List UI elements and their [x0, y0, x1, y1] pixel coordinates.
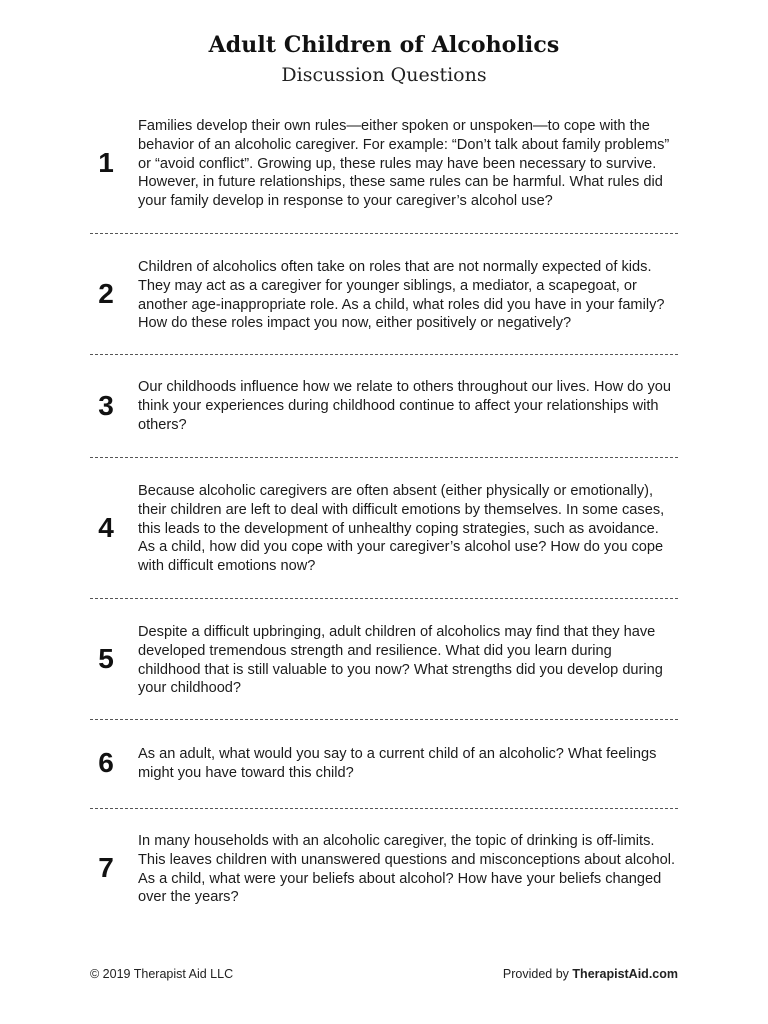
question-number: 2: [98, 278, 114, 309]
question-number: 1: [98, 147, 114, 178]
question-number: 4: [98, 512, 114, 543]
question-number: 3: [98, 390, 114, 421]
divider: [90, 354, 678, 355]
provided-by-label: Provided by: [502, 967, 569, 981]
divider: [90, 808, 678, 809]
divider: [90, 457, 678, 458]
divider: [90, 719, 678, 720]
copyright-notice: © 2019 Therapist Aid LLC: [90, 967, 234, 981]
question-number: 7: [98, 852, 114, 883]
question-text: Our childhoods influence how we relate to others throughout our lives. How do you think your experiences during childhood continue to affect your relationships with others?: [138, 379, 671, 433]
provided-by: [503, 967, 678, 981]
question-text: Families develop their own rules—either spoken or unspoken—to cope with the behavior of an alcoholic caregiver. For example: “Don’t talk about family problems” or “avoid conflict”. Growing up, these rules may have been necessary to survive. However, in future relationships, these same rules can be harmful. What rules did your family develop in response to your caregiver’s alcohol use?: [138, 118, 670, 210]
page-subtitle: Discussion Questions: [281, 64, 487, 86]
brand-link[interactable]: TherapistAid.com: [572, 967, 678, 981]
question-text: In many households with an alcoholic caregiver, the topic of drinking is off-limits. This leaves children with unanswered questions and misconceptions about alcohol. As a child, what were your beliefs about alcohol? How have your beliefs changed over the years?: [138, 833, 676, 906]
question-number: 6: [98, 747, 114, 778]
divider: [90, 598, 678, 599]
question-text: Because alcoholic caregivers are often absent (either physically or emotionally), their children are left to deal with difficult emotions by themselves. In some cases, this leads to the development of unhealthy coping strategies, such as avoidance. As a child, how did you cope with your caregiver’s alcohol use? How do you cope with difficult emotions now?: [138, 483, 665, 575]
question-text: As an adult, what would you say to a current child of an alcoholic? What feelings might you have toward this child?: [138, 746, 657, 781]
question-text: Children of alcoholics often take on roles that are not normally expected of kids. They may act as a caregiver for younger siblings, a mediator, a scapegoat, or another age-inappropriate role. As a child, what roles did you have in your family? How do these roles impact you now, either positively or negatively?: [138, 259, 665, 332]
page-title: Adult Children of Alcoholics: [208, 32, 560, 58]
question-text: Despite a difficult upbringing, adult children of alcoholics may find that they have developed tremendous strength and resilience. What did you learn during childhood that is still valuable to you now? What strengths did you develop during your childhood?: [138, 624, 663, 697]
question-number: 5: [98, 643, 114, 674]
divider: [90, 233, 678, 234]
